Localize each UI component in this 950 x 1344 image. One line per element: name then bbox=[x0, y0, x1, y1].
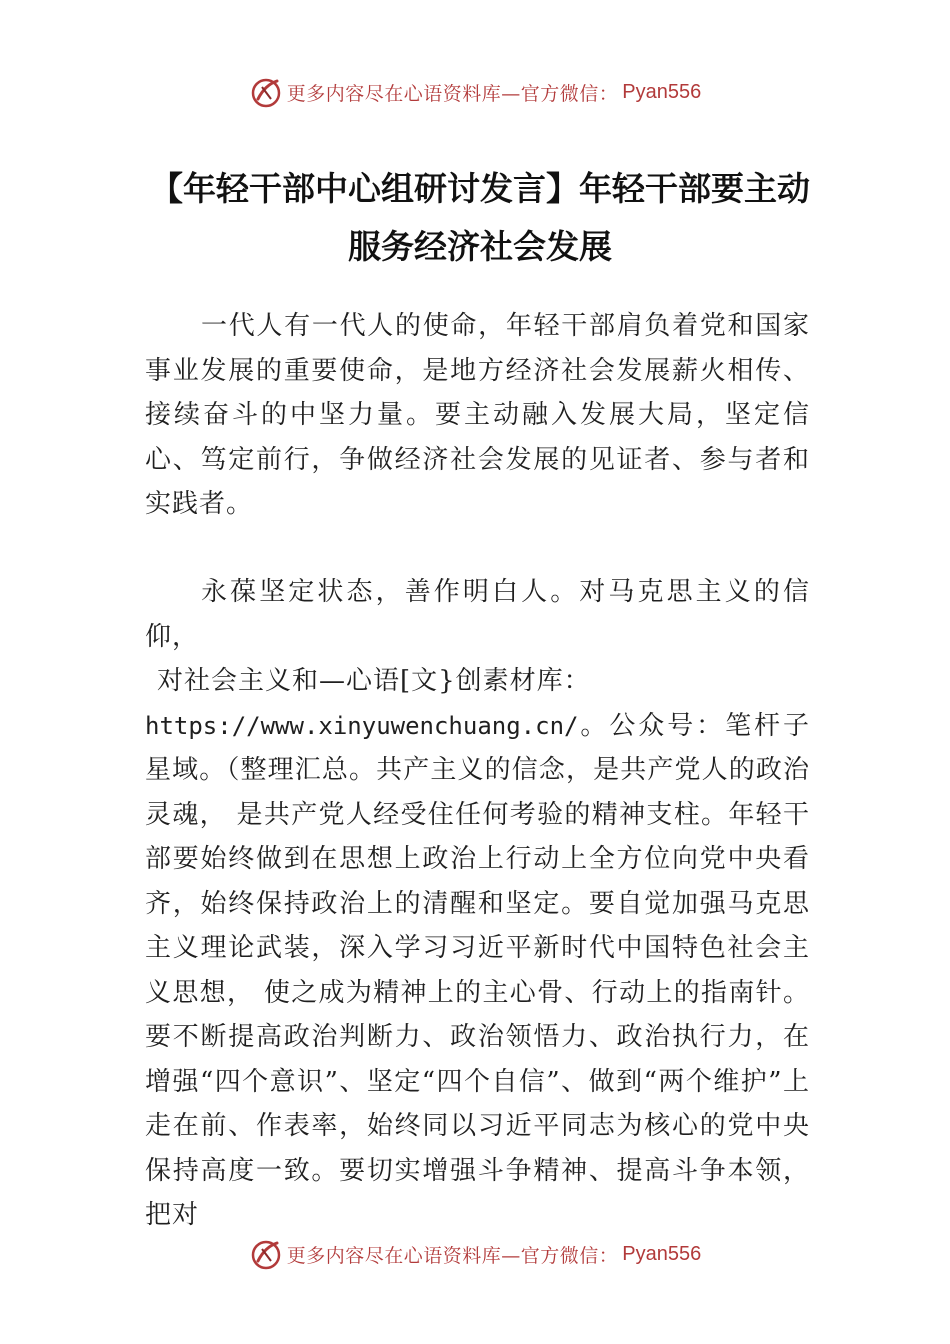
brand-logo-icon bbox=[249, 1237, 283, 1271]
banner-wechat-id: Pyan556 bbox=[622, 80, 702, 103]
footer-banner bbox=[0, 1234, 950, 1274]
paragraph-2 bbox=[145, 570, 810, 1238]
paragraph-2-insert: 对社会主义和—心语[文}创素材库： bbox=[157, 666, 591, 696]
paragraph-2-lead: 永葆坚定状态，善作明白人。对马克思主义的信仰， bbox=[145, 577, 810, 652]
paragraph-2-rest: 。公众号：笔杆子星域。（整理汇总。共产主义的信念，是共产党人的政治灵魂， 是共产党人经受住任何考验的精神支柱。年轻干部要始终做到在思想上政治上行动上全方位向党中央看齐，始终保持政治上的清醒和坚定。要自觉加强马克思主义理论武装，深入学习习近平新时代中国特色社会主义思想， 使之成为精神上的主心骨、行动上的指南针。要不断提高政治判断力、政治领悟力、政治执行力，在增强“四个意识”、坚定“四个自信”、做到“两个维护”上走在前、作表率，始终同以习近平同志为核心的党中央保持高度一致。要切实增强斗争精神、提高斗争本领，把对 bbox=[145, 710, 810, 1230]
document-title: 【年轻干部中心组研讨发言】年轻干部要主动服务经济社会发展 bbox=[150, 169, 810, 266]
banner-wechat-id: Pyan556 bbox=[622, 1242, 702, 1265]
paragraph-1: 一代人有一代人的使命，年轻干部肩负着党和国家事业发展的重要使命，是地方经济社会发展薪火相传、接续奋斗的中坚力量。要主动融入发展大局，坚定信心、笃定前行，争做经济社会发展的见证者、参与者和实践者。 bbox=[145, 311, 810, 519]
brand-logo-icon bbox=[249, 75, 283, 109]
paragraph-2-url: https://www.xinyuwenchuang.cn/ bbox=[145, 711, 579, 740]
banner-text: 更多内容尽在心语资料库—官方微信： bbox=[286, 1244, 619, 1267]
banner-text: 更多内容尽在心语资料库—官方微信： bbox=[286, 82, 619, 105]
header-banner bbox=[0, 72, 950, 112]
